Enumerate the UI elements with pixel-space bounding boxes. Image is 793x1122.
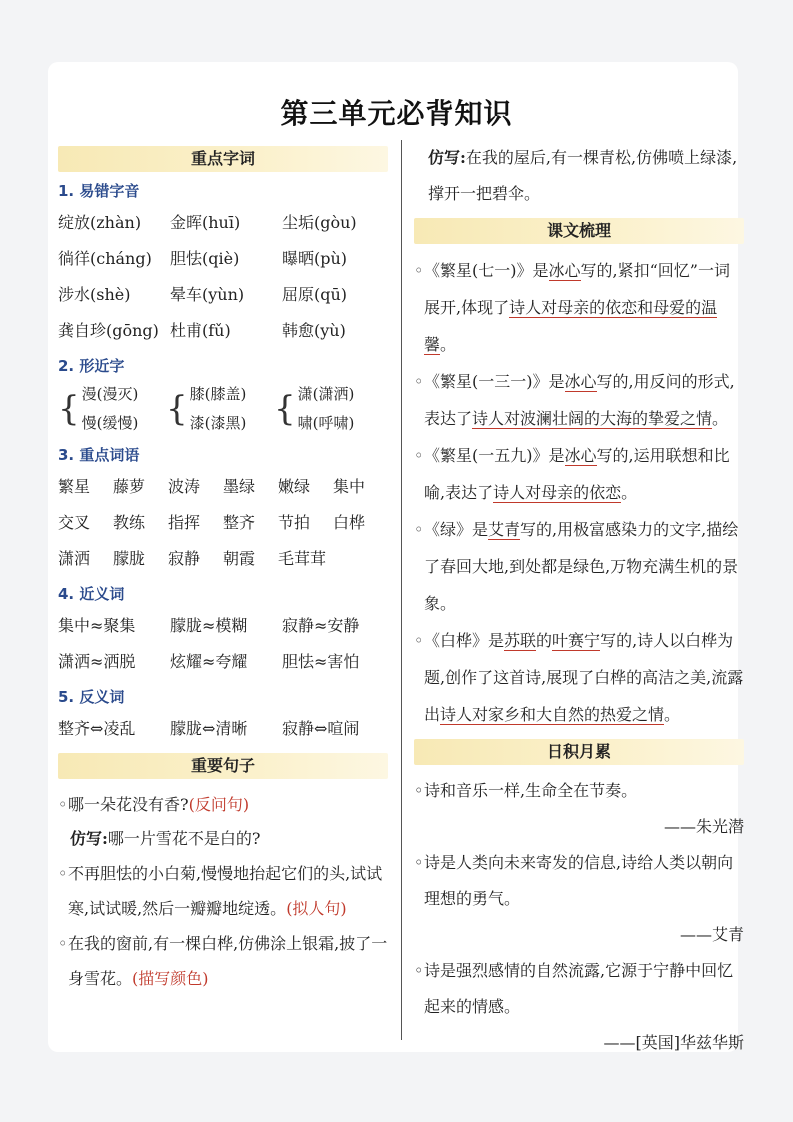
right-column <box>414 140 744 1061</box>
page-title: 第三单元必背知识 <box>280 97 513 130</box>
column-divider <box>401 140 402 1040</box>
word: 嫩绿 <box>278 477 311 496</box>
word: 繁星 <box>58 477 91 496</box>
review-item-1: ◦ 《繁星(七一)》是冰心写的,紧扣“回忆”一词展开,体现了诗人对母亲的依恋和母爱的温馨。 <box>414 252 744 363</box>
bullet-icon: ◦ <box>414 961 424 980</box>
subheading-antonyms: 5. 反义词 <box>58 688 125 706</box>
pinyin-item: 涉水(shè) <box>58 285 131 304</box>
word: 交叉 <box>58 513 91 532</box>
subheading-similar-chars: 2. 形近字 <box>58 357 125 375</box>
bullet-icon: ◦ <box>414 372 424 391</box>
similar-item: 漫(漫灭) <box>81 385 139 403</box>
quote-2: ◦ 诗是人类向未来寄发的信息,诗给人类以朝向理想的勇气。 <box>414 845 744 917</box>
section-band-sentences: 重要句子 <box>58 753 388 779</box>
word: 朝霞 <box>223 549 256 568</box>
bullet-icon: ◦ <box>58 795 68 814</box>
pinyin-item: 尘垢(gòu) <box>282 213 357 232</box>
subheading-synonyms: 4. 近义词 <box>58 585 125 603</box>
word: 白桦 <box>333 513 366 532</box>
review-item-4: ◦ 《绿》是艾青写的,用极富感染力的文字,描绘了春回大地,到处都是绿色,万物充满生机的景象。 <box>414 511 744 622</box>
word-row <box>58 469 388 505</box>
section-band-text-review: 课文梳理 <box>414 218 744 244</box>
synonym-item: 寂静≈安静 <box>282 616 360 635</box>
sentence-tag: (反问句) <box>188 795 250 814</box>
sentence-3: ◦ 在我的窗前,有一棵白桦,仿佛涂上银霜,披了一身雪花。(描写颜色) <box>58 926 388 996</box>
word: 波涛 <box>168 477 201 496</box>
pinyin-row <box>58 277 388 313</box>
section-band-accumulation: 日积月累 <box>414 739 744 765</box>
word: 藤萝 <box>113 477 146 496</box>
review-item-3: ◦ 《繁星(一五九)》是冰心写的,运用联想和比喻,表达了诗人对母亲的依恋。 <box>414 437 744 511</box>
similar-item: 膝(膝盖) <box>189 385 247 403</box>
word-row <box>58 505 388 541</box>
synonym-item: 潇洒≈洒脱 <box>58 652 136 671</box>
word-row <box>58 541 388 577</box>
similar-item: 漆(漆黑) <box>189 414 247 432</box>
word: 朦胧 <box>113 549 146 568</box>
similar-chars <box>58 380 388 438</box>
pinyin-item: 曝晒(pù) <box>282 249 348 268</box>
synonym-row <box>58 644 388 680</box>
section-band-key-words: 重点字词 <box>58 146 388 172</box>
bullet-icon: ◦ <box>414 781 424 800</box>
quote-author: ——[英国]华兹华斯 <box>603 1033 744 1052</box>
pinyin-row <box>58 241 388 277</box>
review-item-2: ◦ 《繁星(一三一)》是冰心写的,用反问的形式,表达了诗人对波澜壮阔的大海的挚爱之情。 <box>414 363 744 437</box>
subheading-pronunciation: 1. 易错字音 <box>58 182 140 200</box>
word: 毛茸茸 <box>278 549 327 568</box>
bullet-icon: ◦ <box>414 446 424 465</box>
bullet-icon: ◦ <box>414 261 424 280</box>
synonym-item: 胆怯≈害怕 <box>282 652 360 671</box>
word: 节拍 <box>278 513 311 532</box>
quote-3: ◦ 诗是强烈感情的自然流露,它源于宁静中回忆起来的情感。 <box>414 953 744 1025</box>
sentence-2: ◦ 不再胆怯的小白菊,慢慢地抬起它们的头,试试寒,试试暖,然后一瓣瓣地绽透。(拟人句) <box>58 856 388 926</box>
bullet-icon: ◦ <box>414 520 424 539</box>
antonym-item: 朦胧⇔清晰 <box>170 719 248 738</box>
word <box>333 541 388 577</box>
synonym-list <box>58 608 388 680</box>
review-item-5: ◦ 《白桦》是苏联的叶赛宁写的,诗人以白桦为题,创作了这首诗,展现了白桦的高洁之美,流露出诗人对家乡和大自然的热爱之情。 <box>414 622 744 733</box>
brace-icon: { <box>166 389 188 429</box>
similar-item: 啸(呼啸) <box>297 414 355 432</box>
pinyin-item: 金晖(huī) <box>170 213 241 232</box>
sentence-tag: (描写颜色) <box>132 969 209 988</box>
quote-author: ——艾青 <box>679 925 744 944</box>
pinyin-row <box>58 313 388 349</box>
pinyin-row <box>58 205 388 241</box>
word: 墨绿 <box>223 477 256 496</box>
imitation-1: 仿写:哪一片雪花不是白的? <box>70 829 261 848</box>
synonym-item: 炫耀≈夸耀 <box>170 652 248 671</box>
left-column <box>58 140 388 996</box>
sentence-1: ◦ 哪一朵花没有香?(反问句) <box>58 787 388 822</box>
similar-group <box>58 380 166 438</box>
imitation-2: 仿写:在我的屋后,有一棵青松,仿佛喷上绿漆,撑开一把碧伞。 <box>428 148 738 203</box>
pinyin-item: 徜徉(cháng) <box>58 249 152 268</box>
antonym-item: 寂静⇔喧闹 <box>282 719 360 738</box>
bullet-icon: ◦ <box>414 631 424 650</box>
bullet-icon: ◦ <box>414 853 424 872</box>
similar-item: 潇(潇洒) <box>297 385 355 403</box>
similar-group <box>274 380 382 438</box>
synonym-item: 朦胧≈模糊 <box>170 616 248 635</box>
synonym-row <box>58 608 388 644</box>
pinyin-list <box>58 205 388 349</box>
word: 集中 <box>333 477 366 496</box>
similar-item: 慢(缓慢) <box>81 414 139 432</box>
pinyin-item: 胆怯(qiè) <box>170 249 240 268</box>
word: 寂静 <box>168 549 201 568</box>
bullet-icon: ◦ <box>58 934 68 953</box>
antonym-item: 整齐⇔凌乱 <box>58 719 136 738</box>
word: 教练 <box>113 513 146 532</box>
brace-icon: { <box>274 389 296 429</box>
pinyin-item: 晕车(yùn) <box>170 285 245 304</box>
synonym-item: 集中≈聚集 <box>58 616 136 635</box>
word-grid <box>58 469 388 577</box>
quote-author: ——朱光潜 <box>663 817 744 836</box>
brace-icon: { <box>58 389 80 429</box>
antonym-row <box>58 711 388 747</box>
quote-1: ◦ 诗和音乐一样,生命全在节奏。 <box>414 773 744 809</box>
pinyin-item: 龚自珍(gōng) <box>58 321 159 340</box>
pinyin-item: 杜甫(fǔ) <box>170 321 231 340</box>
word: 潇洒 <box>58 549 91 568</box>
subheading-key-words: 3. 重点词语 <box>58 446 140 464</box>
pinyin-item: 绽放(zhàn) <box>58 213 142 232</box>
pinyin-item: 韩愈(yù) <box>282 321 346 340</box>
sentence-tag: (拟人句) <box>286 899 347 918</box>
similar-group <box>166 380 274 438</box>
bullet-icon: ◦ <box>58 864 68 883</box>
pinyin-item: 屈原(qū) <box>282 285 348 304</box>
word: 指挥 <box>168 513 201 532</box>
word: 整齐 <box>223 513 256 532</box>
